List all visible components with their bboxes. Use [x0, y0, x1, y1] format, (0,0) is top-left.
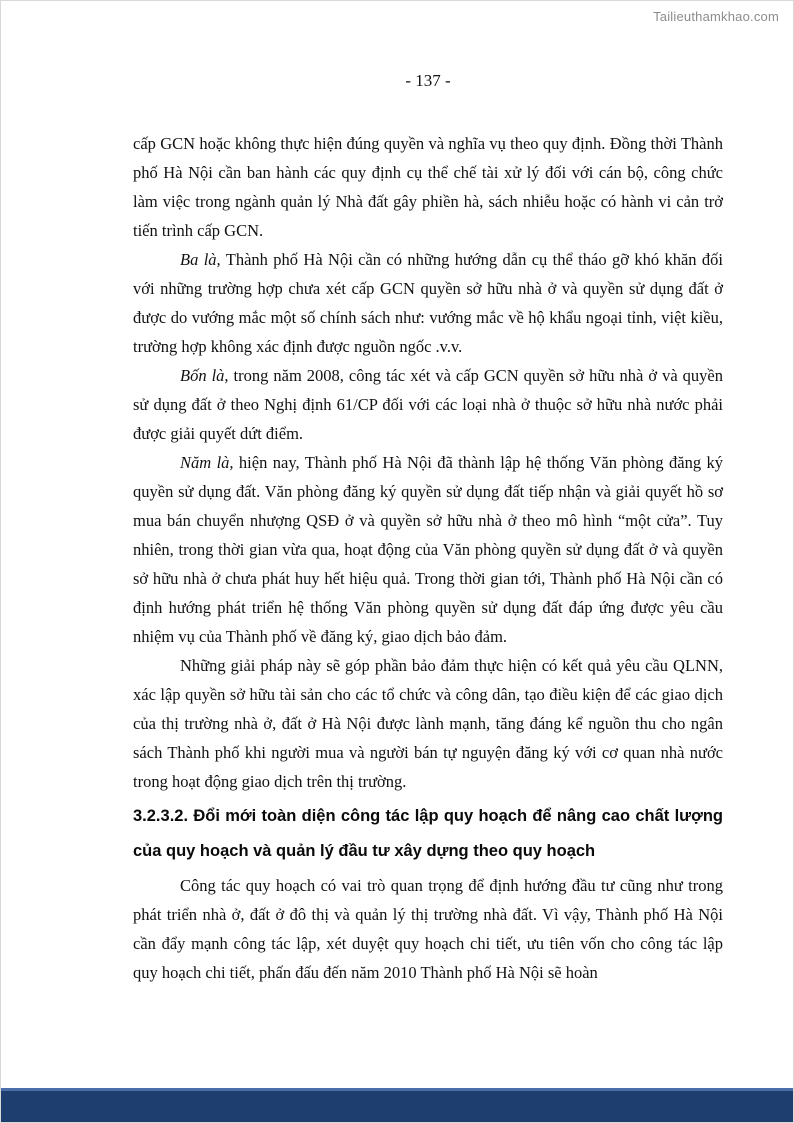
paragraph: [133, 871, 723, 987]
paragraph-text: hiện nay, Thành phố Hà Nội đã thành lập hệ thống Văn phòng đăng ký quyền sử dụng đất. Văn phòng đăng ký quyền sử dụng đất tiếp nhận và giải quyết hồ sơ mua bán chuyển nhượng QSĐ ở và quyền sở hữu nhà ở theo mô hình “một cửa”. Tuy nhiên, trong thời gian vừa qua, hoạt động của Văn phòng quyền sử dụng đất ở và quyền sở hữu nhà ở chưa phát huy hết hiệu quả. Trong thời gian tới, Thành phố Hà Nội cần có định hướng phát triển hệ thống Văn phòng quyền sử dụng đất đáp ứng được yêu cầu nhiệm vụ của Thành phố về đăng ký, giao dịch bảo đảm.: [133, 453, 723, 646]
paragraph-lead-italic: Ba là,: [180, 250, 221, 269]
page-content: [133, 129, 723, 987]
paragraph-text: Công tác quy hoạch có vai trò quan trọng để định hướng đầu tư cũng như trong phát triển nhà ở, đất ở đô thị và quản lý thị trường nhà đất. Vì vậy, Thành phố Hà Nội cần đẩy mạnh công tác lập, xét duyệt quy hoạch chi tiết, ưu tiên vốn cho công tác lập quy hoạch chi tiết, phấn đấu đến năm 2010 Thành phố Hà Nội sẽ hoàn: [133, 876, 723, 982]
paragraph-lead-italic: Bốn là,: [180, 366, 229, 385]
paragraph: [133, 448, 723, 651]
footer-bar: [1, 1088, 793, 1122]
watermark-text: Tailieuthamkhao.com: [653, 9, 779, 24]
paragraph-text: cấp GCN hoặc không thực hiện đúng quyền và nghĩa vụ theo quy định. Đồng thời Thành phố Hà Nội cần ban hành các quy định cụ thể chế tài xử lý đối với cán bộ, công chức làm việc trong ngành quản lý Nhà đất gây phiền hà, sách nhiễu hoặc có hành vi cản trở tiến trình cấp GCN.: [133, 134, 723, 240]
paragraph-lead-italic: Năm là,: [180, 453, 234, 472]
paragraph: [133, 651, 723, 796]
paragraph-text: trong năm 2008, công tác xét và cấp GCN quyền sở hữu nhà ở và quyền sử dụng đất ở theo Nghị định 61/CP đối với các loại nhà ở thuộc sở hữu nhà nước phải được giải quyết dứt điểm.: [133, 366, 723, 443]
paragraph-text: Thành phố Hà Nội cần có những hướng dẫn cụ thể tháo gỡ khó khăn đối với những trường hợp chưa xét cấp GCN quyền sở hữu nhà ở và quyền sử dụng đất ở được do vướng mắc một số chính sách như: vướng mắc về hộ khẩu ngoại tỉnh, việt kiều, trường hợp không xác định được nguồn ngốc .v.v.: [133, 250, 723, 356]
paragraph: [133, 129, 723, 245]
section-heading: 3.2.3.2. Đổi mới toàn diện công tác lập quy hoạch để nâng cao chất lượng của quy hoạch và quản lý đầu tư xây dựng theo quy hoạch: [133, 807, 723, 860]
page-number: - 137 -: [405, 71, 451, 90]
paragraph: [133, 245, 723, 361]
paragraph: [133, 361, 723, 448]
paragraph-text: Những giải pháp này sẽ góp phần bảo đảm thực hiện có kết quả yêu cầu QLNN, xác lập quyền sở hữu tài sản cho các tổ chức và công dân, tạo điều kiện để các giao dịch của thị trường nhà ở, đất ở Hà Nội được lành mạnh, tăng đáng kể nguồn thu cho ngân sách Thành phố khi người mua và người bán tự nguyện đăng ký với cơ quan nhà nước trong hoạt động giao dịch trên thị trường.: [133, 656, 723, 791]
